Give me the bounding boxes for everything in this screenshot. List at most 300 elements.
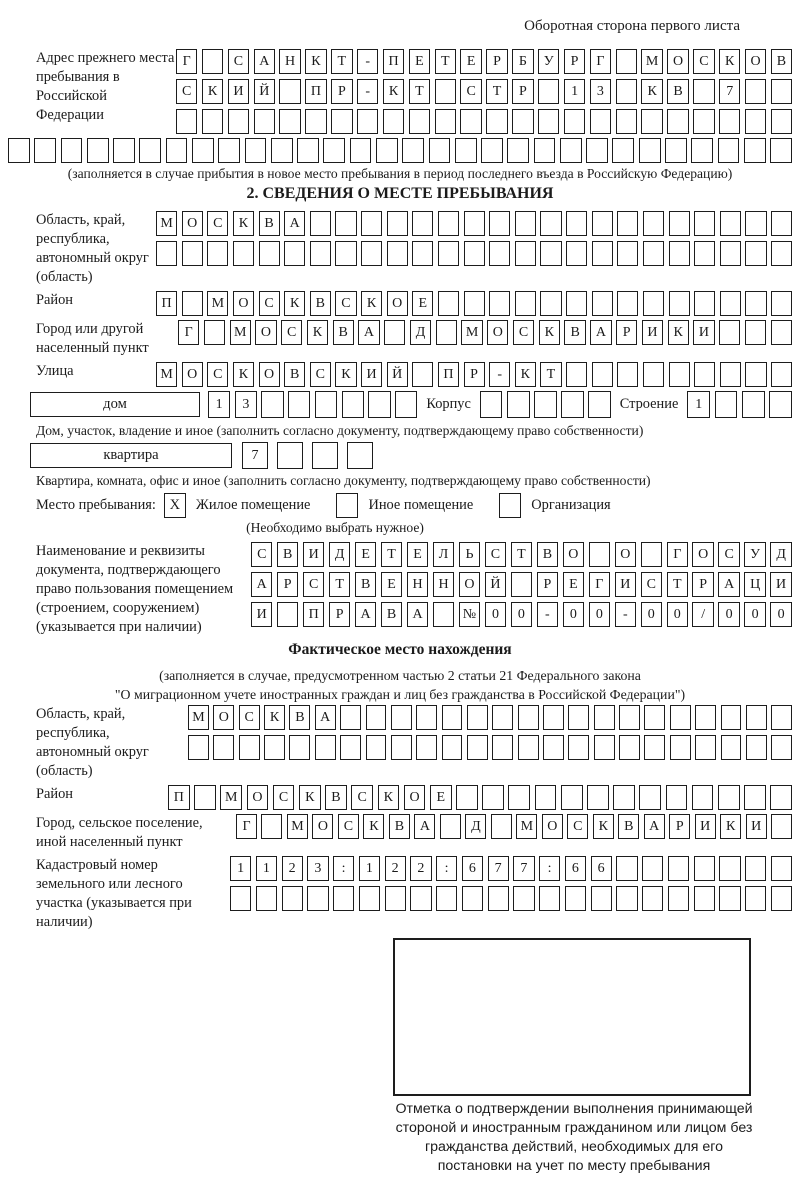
char-cell[interactable]: / — [692, 602, 713, 627]
char-cell[interactable] — [586, 138, 608, 163]
char-cell[interactable] — [719, 320, 740, 345]
char-cell[interactable] — [507, 391, 530, 418]
char-cell[interactable]: И — [770, 572, 791, 597]
char-cell[interactable]: К — [720, 814, 741, 839]
char-cell[interactable] — [515, 211, 536, 236]
char-cell[interactable] — [511, 572, 532, 597]
char-cell[interactable]: О — [615, 542, 636, 567]
char-cell[interactable]: В — [310, 291, 331, 316]
char-cell[interactable]: П — [168, 785, 190, 810]
char-cell[interactable] — [277, 602, 298, 627]
char-cell[interactable] — [455, 138, 477, 163]
char-cell[interactable] — [139, 138, 161, 163]
char-cell[interactable] — [438, 241, 459, 266]
char-cell[interactable]: С — [176, 79, 197, 104]
char-cell[interactable] — [744, 138, 766, 163]
char-cell[interactable]: Е — [381, 572, 402, 597]
char-cell[interactable] — [429, 138, 451, 163]
char-cell[interactable]: 6 — [591, 856, 612, 881]
char-cell[interactable]: Ц — [744, 572, 765, 597]
char-cell[interactable] — [368, 391, 390, 418]
char-cell[interactable]: К — [539, 320, 560, 345]
char-cell[interactable] — [282, 886, 303, 911]
char-cell[interactable] — [482, 785, 504, 810]
char-cell[interactable]: С — [641, 572, 662, 597]
char-cell[interactable]: И — [303, 542, 324, 567]
char-cell[interactable] — [350, 138, 372, 163]
char-cell[interactable]: П — [438, 362, 459, 387]
char-cell[interactable] — [771, 241, 792, 266]
stay-option-checkbox-other[interactable] — [336, 493, 358, 518]
char-cell[interactable]: 3 — [307, 856, 328, 881]
char-cell[interactable]: 1 — [687, 391, 710, 418]
stay-option-checkbox-organization[interactable] — [499, 493, 521, 518]
char-cell[interactable]: К — [305, 49, 326, 74]
char-cell[interactable]: - — [357, 49, 378, 74]
char-cell[interactable] — [720, 211, 741, 236]
char-cell[interactable]: К — [233, 211, 254, 236]
char-cell[interactable]: И — [615, 572, 636, 597]
char-cell[interactable]: К — [383, 79, 404, 104]
char-cell[interactable] — [745, 79, 766, 104]
char-cell[interactable]: В — [667, 79, 688, 104]
char-cell[interactable] — [513, 886, 534, 911]
char-cell[interactable] — [202, 109, 223, 134]
char-cell[interactable] — [693, 109, 714, 134]
char-cell[interactable] — [192, 138, 214, 163]
char-cell[interactable] — [744, 785, 766, 810]
char-cell[interactable]: Д — [410, 320, 431, 345]
char-cell[interactable]: - — [357, 79, 378, 104]
char-cell[interactable]: С — [335, 291, 356, 316]
char-cell[interactable]: П — [305, 79, 326, 104]
char-cell[interactable]: 1 — [208, 391, 230, 418]
char-cell[interactable]: Р — [329, 602, 350, 627]
char-cell[interactable] — [568, 705, 589, 730]
char-cell[interactable] — [113, 138, 135, 163]
char-cell[interactable] — [307, 886, 328, 911]
char-cell[interactable]: 7 — [242, 442, 268, 469]
char-cell[interactable]: У — [538, 49, 559, 74]
char-cell[interactable]: Д — [329, 542, 350, 567]
char-cell[interactable]: К — [593, 814, 614, 839]
char-cell[interactable] — [492, 705, 513, 730]
char-cell[interactable]: О — [247, 785, 269, 810]
char-cell[interactable]: К — [284, 291, 305, 316]
char-cell[interactable] — [694, 856, 715, 881]
char-cell[interactable]: Б — [512, 49, 533, 74]
char-cell[interactable] — [188, 735, 209, 760]
char-cell[interactable] — [665, 138, 687, 163]
char-cell[interactable] — [534, 391, 557, 418]
char-cell[interactable]: 3 — [235, 391, 257, 418]
char-cell[interactable]: А — [414, 814, 435, 839]
char-cell[interactable] — [566, 241, 587, 266]
char-cell[interactable] — [480, 391, 503, 418]
char-cell[interactable]: Н — [433, 572, 454, 597]
char-cell[interactable] — [256, 886, 277, 911]
char-cell[interactable]: Л — [433, 542, 454, 567]
char-cell[interactable]: А — [590, 320, 611, 345]
char-cell[interactable] — [642, 856, 663, 881]
char-cell[interactable] — [467, 705, 488, 730]
char-cell[interactable] — [745, 241, 766, 266]
char-cell[interactable]: В — [355, 572, 376, 597]
char-cell[interactable]: К — [233, 362, 254, 387]
char-cell[interactable]: Е — [407, 542, 428, 567]
char-cell[interactable]: С — [310, 362, 331, 387]
char-cell[interactable] — [385, 886, 406, 911]
char-cell[interactable] — [771, 291, 792, 316]
char-cell[interactable]: О — [182, 211, 203, 236]
char-cell[interactable]: : — [539, 856, 560, 881]
char-cell[interactable]: Е — [460, 49, 481, 74]
char-cell[interactable] — [486, 109, 507, 134]
char-cell[interactable] — [442, 735, 463, 760]
char-cell[interactable] — [589, 542, 610, 567]
char-cell[interactable] — [312, 442, 338, 469]
char-cell[interactable] — [438, 211, 459, 236]
char-cell[interactable]: С — [303, 572, 324, 597]
char-cell[interactable]: М — [156, 211, 177, 236]
char-cell[interactable] — [771, 211, 792, 236]
char-cell[interactable] — [515, 241, 536, 266]
char-cell[interactable]: С — [273, 785, 295, 810]
char-cell[interactable]: : — [333, 856, 354, 881]
char-cell[interactable]: 7 — [719, 79, 740, 104]
char-cell[interactable] — [410, 886, 431, 911]
char-cell[interactable]: В — [284, 362, 305, 387]
char-cell[interactable] — [694, 886, 715, 911]
char-cell[interactable] — [366, 735, 387, 760]
char-cell[interactable] — [694, 291, 715, 316]
char-cell[interactable] — [335, 211, 356, 236]
char-cell[interactable] — [616, 886, 637, 911]
char-cell[interactable]: С — [567, 814, 588, 839]
char-cell[interactable] — [228, 109, 249, 134]
char-cell[interactable]: И — [228, 79, 249, 104]
char-cell[interactable] — [718, 785, 740, 810]
char-cell[interactable]: А — [251, 572, 272, 597]
char-cell[interactable] — [412, 241, 433, 266]
char-cell[interactable] — [771, 320, 792, 345]
char-cell[interactable]: Й — [485, 572, 506, 597]
char-cell[interactable] — [745, 109, 766, 134]
char-cell[interactable] — [619, 735, 640, 760]
char-cell[interactable]: С — [251, 542, 272, 567]
char-cell[interactable] — [271, 138, 293, 163]
char-cell[interactable] — [718, 138, 740, 163]
char-cell[interactable]: В — [333, 320, 354, 345]
char-cell[interactable] — [538, 109, 559, 134]
char-cell[interactable]: А — [355, 602, 376, 627]
char-cell[interactable]: В — [389, 814, 410, 839]
char-cell[interactable] — [507, 138, 529, 163]
char-cell[interactable] — [279, 109, 300, 134]
char-cell[interactable]: Г — [176, 49, 197, 74]
char-cell[interactable]: М — [188, 705, 209, 730]
char-cell[interactable] — [259, 241, 280, 266]
char-cell[interactable] — [515, 291, 536, 316]
char-cell[interactable]: Р — [616, 320, 637, 345]
char-cell[interactable]: Г — [667, 542, 688, 567]
char-cell[interactable] — [467, 735, 488, 760]
char-cell[interactable] — [769, 391, 792, 418]
char-cell[interactable]: Т — [486, 79, 507, 104]
char-cell[interactable] — [719, 886, 740, 911]
char-cell[interactable] — [535, 785, 557, 810]
char-cell[interactable]: Е — [430, 785, 452, 810]
char-cell[interactable] — [721, 705, 742, 730]
char-cell[interactable]: О — [745, 49, 766, 74]
char-cell[interactable]: А — [284, 211, 305, 236]
char-cell[interactable] — [489, 211, 510, 236]
char-cell[interactable] — [745, 856, 766, 881]
char-cell[interactable]: Е — [412, 291, 433, 316]
char-cell[interactable] — [218, 138, 240, 163]
char-cell[interactable]: И — [693, 320, 714, 345]
char-cell[interactable] — [440, 814, 461, 839]
char-cell[interactable] — [230, 886, 251, 911]
char-cell[interactable]: В — [259, 211, 280, 236]
char-cell[interactable]: М — [156, 362, 177, 387]
char-cell[interactable] — [591, 886, 612, 911]
char-cell[interactable] — [616, 109, 637, 134]
char-cell[interactable]: С — [281, 320, 302, 345]
char-cell[interactable] — [617, 211, 638, 236]
char-cell[interactable] — [61, 138, 83, 163]
char-cell[interactable]: Р — [277, 572, 298, 597]
char-cell[interactable]: 6 — [462, 856, 483, 881]
char-cell[interactable] — [641, 542, 662, 567]
char-cell[interactable]: О — [487, 320, 508, 345]
char-cell[interactable] — [297, 138, 319, 163]
char-cell[interactable] — [560, 138, 582, 163]
char-cell[interactable] — [254, 109, 275, 134]
char-cell[interactable] — [694, 211, 715, 236]
char-cell[interactable]: Г — [589, 572, 610, 597]
char-cell[interactable]: Г — [590, 49, 611, 74]
char-cell[interactable] — [771, 362, 792, 387]
char-cell[interactable]: А — [718, 572, 739, 597]
char-cell[interactable]: А — [254, 49, 275, 74]
char-cell[interactable]: К — [378, 785, 400, 810]
char-cell[interactable]: К — [202, 79, 223, 104]
char-cell[interactable] — [340, 735, 361, 760]
char-cell[interactable] — [566, 291, 587, 316]
char-cell[interactable] — [315, 735, 336, 760]
char-cell[interactable]: С — [207, 211, 228, 236]
char-cell[interactable] — [742, 391, 765, 418]
char-cell[interactable] — [616, 79, 637, 104]
char-cell[interactable]: Д — [465, 814, 486, 839]
char-cell[interactable] — [771, 886, 792, 911]
char-cell[interactable] — [361, 211, 382, 236]
char-cell[interactable] — [592, 241, 613, 266]
char-cell[interactable]: 0 — [485, 602, 506, 627]
char-cell[interactable]: В — [381, 602, 402, 627]
char-cell[interactable]: О — [255, 320, 276, 345]
char-cell[interactable] — [376, 138, 398, 163]
char-cell[interactable]: С — [351, 785, 373, 810]
char-cell[interactable] — [669, 211, 690, 236]
char-cell[interactable] — [512, 109, 533, 134]
char-cell[interactable] — [277, 442, 303, 469]
char-cell[interactable] — [462, 886, 483, 911]
char-cell[interactable] — [667, 109, 688, 134]
char-cell[interactable] — [745, 211, 766, 236]
char-cell[interactable] — [561, 391, 584, 418]
char-cell[interactable] — [643, 362, 664, 387]
char-cell[interactable] — [383, 109, 404, 134]
char-cell[interactable] — [564, 109, 585, 134]
char-cell[interactable] — [402, 138, 424, 163]
char-cell[interactable] — [771, 856, 792, 881]
char-cell[interactable] — [617, 362, 638, 387]
char-cell[interactable] — [534, 138, 556, 163]
char-cell[interactable] — [719, 856, 740, 881]
char-cell[interactable] — [289, 735, 310, 760]
char-cell[interactable]: С — [460, 79, 481, 104]
char-cell[interactable]: К — [335, 362, 356, 387]
char-cell[interactable]: 6 — [565, 856, 586, 881]
char-cell[interactable] — [617, 291, 638, 316]
char-cell[interactable] — [347, 442, 373, 469]
char-cell[interactable]: А — [358, 320, 379, 345]
char-cell[interactable]: С — [513, 320, 534, 345]
char-cell[interactable]: С — [718, 542, 739, 567]
char-cell[interactable] — [643, 291, 664, 316]
char-cell[interactable]: И — [695, 814, 716, 839]
char-cell[interactable] — [668, 886, 689, 911]
char-cell[interactable]: 3 — [590, 79, 611, 104]
char-cell[interactable] — [481, 138, 503, 163]
char-cell[interactable] — [357, 109, 378, 134]
char-cell[interactable] — [771, 735, 792, 760]
char-cell[interactable] — [617, 241, 638, 266]
char-cell[interactable]: О — [459, 572, 480, 597]
char-cell[interactable]: Р — [331, 79, 352, 104]
char-cell[interactable]: 2 — [410, 856, 431, 881]
char-cell[interactable] — [639, 138, 661, 163]
char-cell[interactable] — [543, 735, 564, 760]
char-cell[interactable]: О — [312, 814, 333, 839]
char-cell[interactable]: 1 — [256, 856, 277, 881]
char-cell[interactable] — [771, 814, 792, 839]
char-cell[interactable] — [310, 211, 331, 236]
char-cell[interactable] — [694, 241, 715, 266]
char-cell[interactable] — [233, 241, 254, 266]
char-cell[interactable] — [745, 886, 766, 911]
char-cell[interactable] — [456, 785, 478, 810]
char-cell[interactable]: Н — [279, 49, 300, 74]
char-cell[interactable]: О — [692, 542, 713, 567]
char-cell[interactable]: Т — [331, 49, 352, 74]
char-cell[interactable] — [668, 856, 689, 881]
char-cell[interactable] — [771, 705, 792, 730]
char-cell[interactable] — [156, 241, 177, 266]
char-cell[interactable]: С — [259, 291, 280, 316]
char-cell[interactable] — [540, 211, 561, 236]
char-cell[interactable] — [518, 735, 539, 760]
char-cell[interactable]: 0 — [744, 602, 765, 627]
char-cell[interactable] — [166, 138, 188, 163]
char-cell[interactable] — [721, 735, 742, 760]
char-cell[interactable]: К — [299, 785, 321, 810]
char-cell[interactable]: 1 — [359, 856, 380, 881]
char-cell[interactable]: В — [564, 320, 585, 345]
char-cell[interactable] — [245, 138, 267, 163]
char-cell[interactable] — [207, 241, 228, 266]
char-cell[interactable]: Р — [669, 814, 690, 839]
char-cell[interactable] — [435, 109, 456, 134]
char-cell[interactable]: 0 — [770, 602, 791, 627]
char-cell[interactable]: П — [383, 49, 404, 74]
char-cell[interactable]: Р — [512, 79, 533, 104]
char-cell[interactable]: К — [361, 291, 382, 316]
char-cell[interactable] — [639, 785, 661, 810]
char-cell[interactable] — [715, 391, 738, 418]
char-cell[interactable]: И — [361, 362, 382, 387]
char-cell[interactable]: Е — [409, 49, 430, 74]
char-cell[interactable]: Й — [387, 362, 408, 387]
char-cell[interactable]: Т — [511, 542, 532, 567]
char-cell[interactable] — [433, 602, 454, 627]
char-cell[interactable]: О — [233, 291, 254, 316]
char-cell[interactable] — [561, 785, 583, 810]
char-cell[interactable]: Р — [692, 572, 713, 597]
char-cell[interactable] — [412, 211, 433, 236]
char-cell[interactable] — [594, 735, 615, 760]
char-cell[interactable]: Г — [178, 320, 199, 345]
char-cell[interactable]: Е — [355, 542, 376, 567]
char-cell[interactable] — [438, 291, 459, 316]
char-cell[interactable]: М — [230, 320, 251, 345]
char-cell[interactable] — [508, 785, 530, 810]
char-cell[interactable]: 7 — [488, 856, 509, 881]
char-cell[interactable] — [395, 391, 417, 418]
char-cell[interactable]: С — [239, 705, 260, 730]
char-cell[interactable]: С — [485, 542, 506, 567]
char-cell[interactable]: Т — [409, 79, 430, 104]
char-cell[interactable] — [464, 211, 485, 236]
char-cell[interactable]: 0 — [563, 602, 584, 627]
char-cell[interactable]: Р — [564, 49, 585, 74]
char-cell[interactable] — [771, 109, 792, 134]
char-cell[interactable] — [416, 705, 437, 730]
char-cell[interactable]: П — [156, 291, 177, 316]
char-cell[interactable] — [719, 109, 740, 134]
char-cell[interactable]: К — [719, 49, 740, 74]
char-cell[interactable]: 1 — [564, 79, 585, 104]
char-cell[interactable]: 1 — [230, 856, 251, 881]
char-cell[interactable]: № — [459, 602, 480, 627]
char-cell[interactable] — [745, 291, 766, 316]
char-cell[interactable] — [435, 79, 456, 104]
char-cell[interactable] — [720, 362, 741, 387]
char-cell[interactable] — [642, 886, 663, 911]
char-cell[interactable] — [644, 735, 665, 760]
char-cell[interactable]: М — [641, 49, 662, 74]
char-cell[interactable]: М — [516, 814, 537, 839]
char-cell[interactable] — [691, 138, 713, 163]
char-cell[interactable]: У — [744, 542, 765, 567]
char-cell[interactable] — [8, 138, 30, 163]
char-cell[interactable] — [331, 109, 352, 134]
char-cell[interactable] — [412, 362, 433, 387]
char-cell[interactable] — [284, 241, 305, 266]
char-cell[interactable] — [669, 362, 690, 387]
